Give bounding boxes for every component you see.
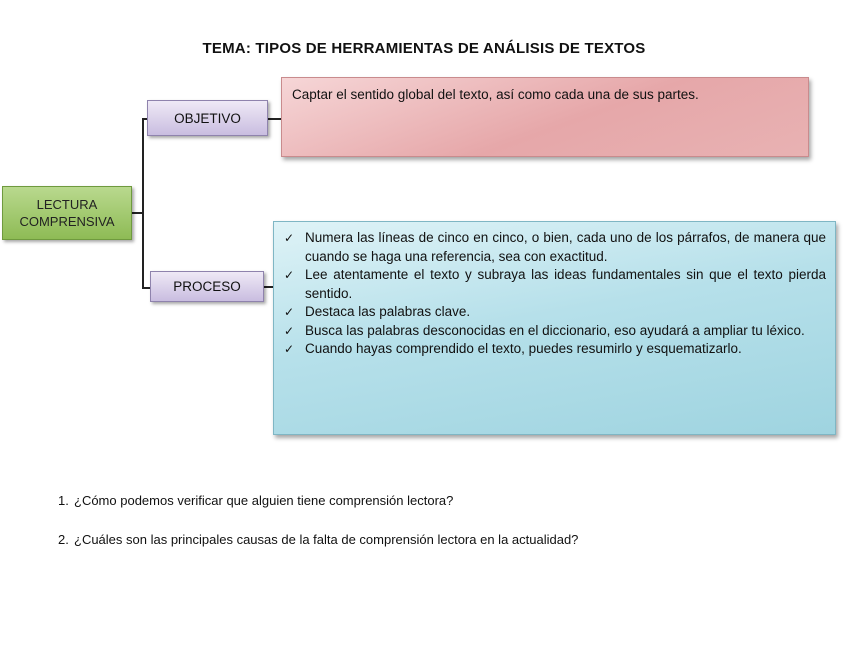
connector-objetivo-text xyxy=(268,118,281,120)
connector-proceso-text xyxy=(264,286,273,288)
proceso-step-text: Busca las palabras desconocidas en el diccionario, eso ayudará a ampliar tu léxico. xyxy=(305,322,805,338)
question-text: ¿Cuáles son las principales causas de la falta de comprensión lectora en la actualidad? xyxy=(74,532,579,547)
check-icon: ✓ xyxy=(284,305,295,319)
objetivo-label: OBJETIVO xyxy=(174,110,241,126)
list-item xyxy=(284,340,826,359)
check-icon: ✓ xyxy=(284,231,295,245)
objetivo-node xyxy=(147,100,268,136)
page-title: TEMA: TIPOS DE HERRAMIENTAS DE ANÁLISIS DE TEXTOS xyxy=(202,40,646,57)
proceso-label: PROCESO xyxy=(173,279,241,294)
root-node-lectura-comprensiva xyxy=(2,186,132,240)
check-icon: ✓ xyxy=(284,268,295,282)
root-label-line2: COMPRENSIVA xyxy=(19,214,115,229)
list-item xyxy=(284,229,826,266)
list-item xyxy=(284,322,826,341)
connector-vertical-trunk xyxy=(142,118,144,288)
question-number: 2. xyxy=(58,532,69,547)
check-icon: ✓ xyxy=(284,323,295,338)
question-text: ¿Cómo podemos verificar que alguien tiene comprensión lectora? xyxy=(74,493,454,508)
question-number: 1. xyxy=(58,493,69,508)
proceso-step-text: Numera las líneas de cinco en cinco, o bien, cada uno de los párrafos, de manera que cuando se haga una referencia, sea con exactitud. xyxy=(305,230,826,264)
objetivo-description: Captar el sentido global del texto, así como cada una de sus partes. xyxy=(292,87,699,102)
question-item xyxy=(58,492,818,510)
proceso-node xyxy=(150,271,264,302)
proceso-steps-box xyxy=(273,221,836,435)
root-label-line1: LECTURA xyxy=(36,197,98,212)
objetivo-description-box xyxy=(281,77,809,157)
proceso-step-text: Lee atentamente el texto y subraya las ideas fundamentales sin que el texto pierda sentido. xyxy=(305,267,826,301)
list-item xyxy=(284,303,826,322)
check-icon: ✓ xyxy=(284,342,295,356)
question-item xyxy=(58,531,818,549)
proceso-step-text: Destaca las palabras clave. xyxy=(305,304,471,319)
proceso-step-text: Cuando hayas comprendido el texto, puedes resumirlo y esquematizarlo. xyxy=(305,341,742,356)
proceso-steps-list xyxy=(284,229,826,359)
questions-list xyxy=(58,492,818,570)
list-item xyxy=(284,266,826,303)
